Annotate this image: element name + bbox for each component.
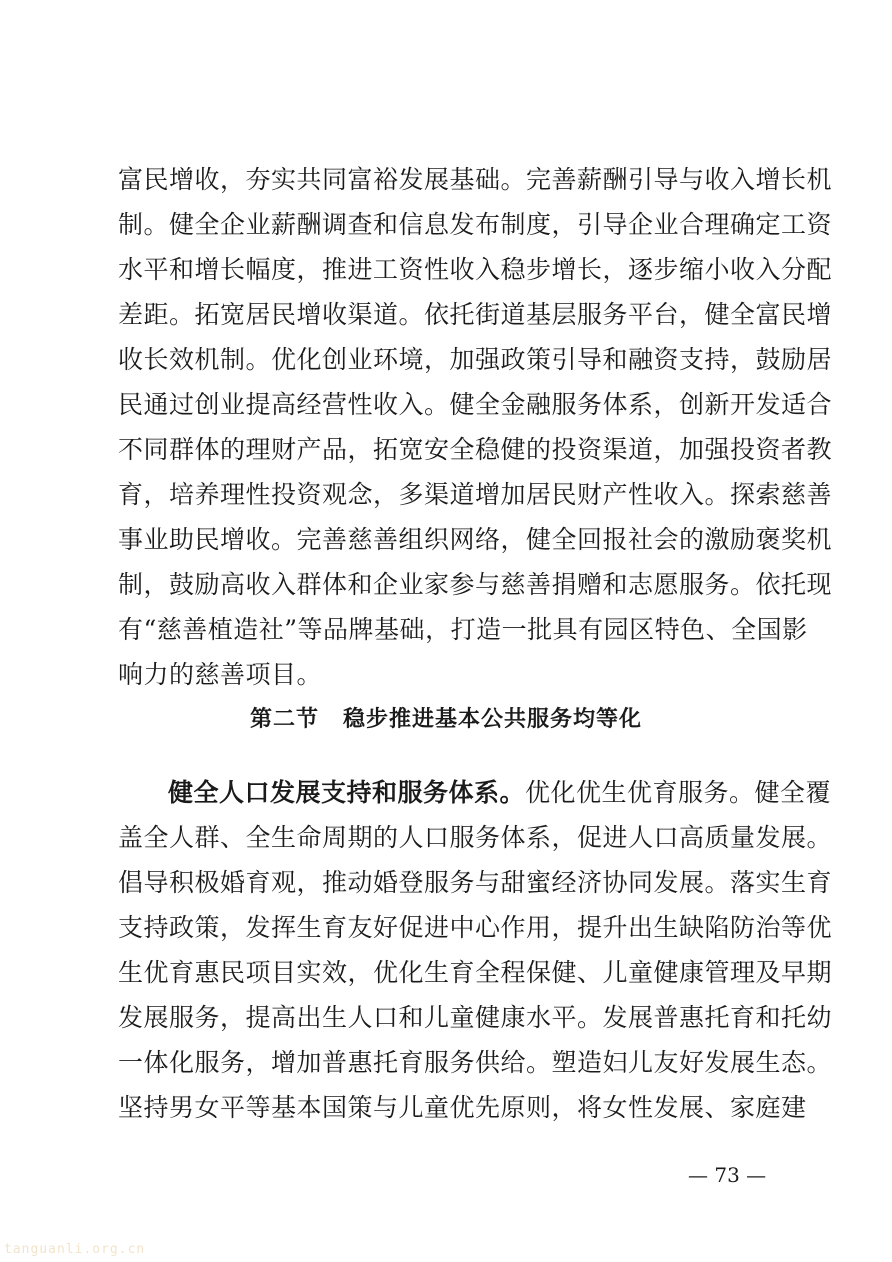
paragraph-line: 制。健全企业薪酬调查和信息发布制度，引导企业合理确定工资 [118, 210, 833, 239]
paragraph-line: 发展服务，提高出生人口和儿童健康水平。发展普惠托育和托幼 [118, 1003, 833, 1032]
paragraph-line: 差距。拓宽居民增收渠道。依托街道基层服务平台，健全富民增 [118, 300, 833, 329]
paragraph-line: 响力的慈善项目。 [118, 660, 323, 689]
page-number: — 73 — [688, 1163, 767, 1187]
body-paragraph-2 [118, 770, 833, 1130]
section-heading [0, 700, 892, 740]
paragraph-line: 坚持男女平等基本国策与儿童优先原则，将女性发展、家庭建 [118, 1093, 807, 1122]
paragraph-line: 富民增收，夯实共同富裕发展基础。完善薪酬引导与收入增长机 [118, 165, 833, 194]
paragraph-text: 优化优生优育服务。健全覆 [525, 778, 832, 807]
paragraph-line: 有“慈善植造社”等品牌基础，打造一批具有园区特色、全国影 [118, 615, 808, 644]
paragraph-line: 一体化服务，增加普惠托育服务供给。塑造妇儿友好发展生态。 [118, 1048, 833, 1077]
paragraph-line: 支持政策，发挥生育友好促进中心作用，提升出生缺陷防治等优 [118, 913, 833, 942]
section-number: 第二节 [249, 707, 319, 732]
paragraph-line: 盖全人群、全生命周期的人口服务体系，促进人口高质量发展。 [118, 823, 833, 852]
section-title: 稳步推进基本公共服务均等化 [343, 707, 643, 732]
watermark: tanguanli.org.cn [4, 1242, 146, 1257]
paragraph-line: 不同群体的理财产品，拓宽安全稳健的投资渠道，加强投资者教 [118, 435, 833, 464]
paragraph-line: 育，培养理性投资观念，多渠道增加居民财产性收入。探索慈善 [118, 480, 833, 509]
paragraph-line: 生优育惠民项目实效，优化生育全程保健、儿童健康管理及早期 [118, 958, 833, 987]
paragraph-line: 倡导积极婚育观，推动婚登服务与甜蜜经济协同发展。落实生育 [118, 868, 833, 897]
body-paragraph-1 [118, 157, 833, 697]
paragraph-first-line [118, 770, 832, 815]
paragraph-line: 事业助民增收。完善慈善组织网络，健全回报社会的激励褒奖机 [118, 525, 833, 554]
paragraph-line: 制，鼓励高收入群体和企业家参与慈善捐赠和志愿服务。依托现 [118, 570, 833, 599]
bold-lead-sentence: 健全人口发展支持和服务体系。 [168, 778, 526, 807]
paragraph-line: 水平和增长幅度，推进工资性收入稳步增长，逐步缩小收入分配 [118, 255, 833, 284]
paragraph-line: 民通过创业提高经营性收入。健全金融服务体系，创新开发适合 [118, 390, 833, 419]
paragraph-line: 收长效机制。优化创业环境，加强政策引导和融资支持，鼓励居 [118, 345, 833, 374]
